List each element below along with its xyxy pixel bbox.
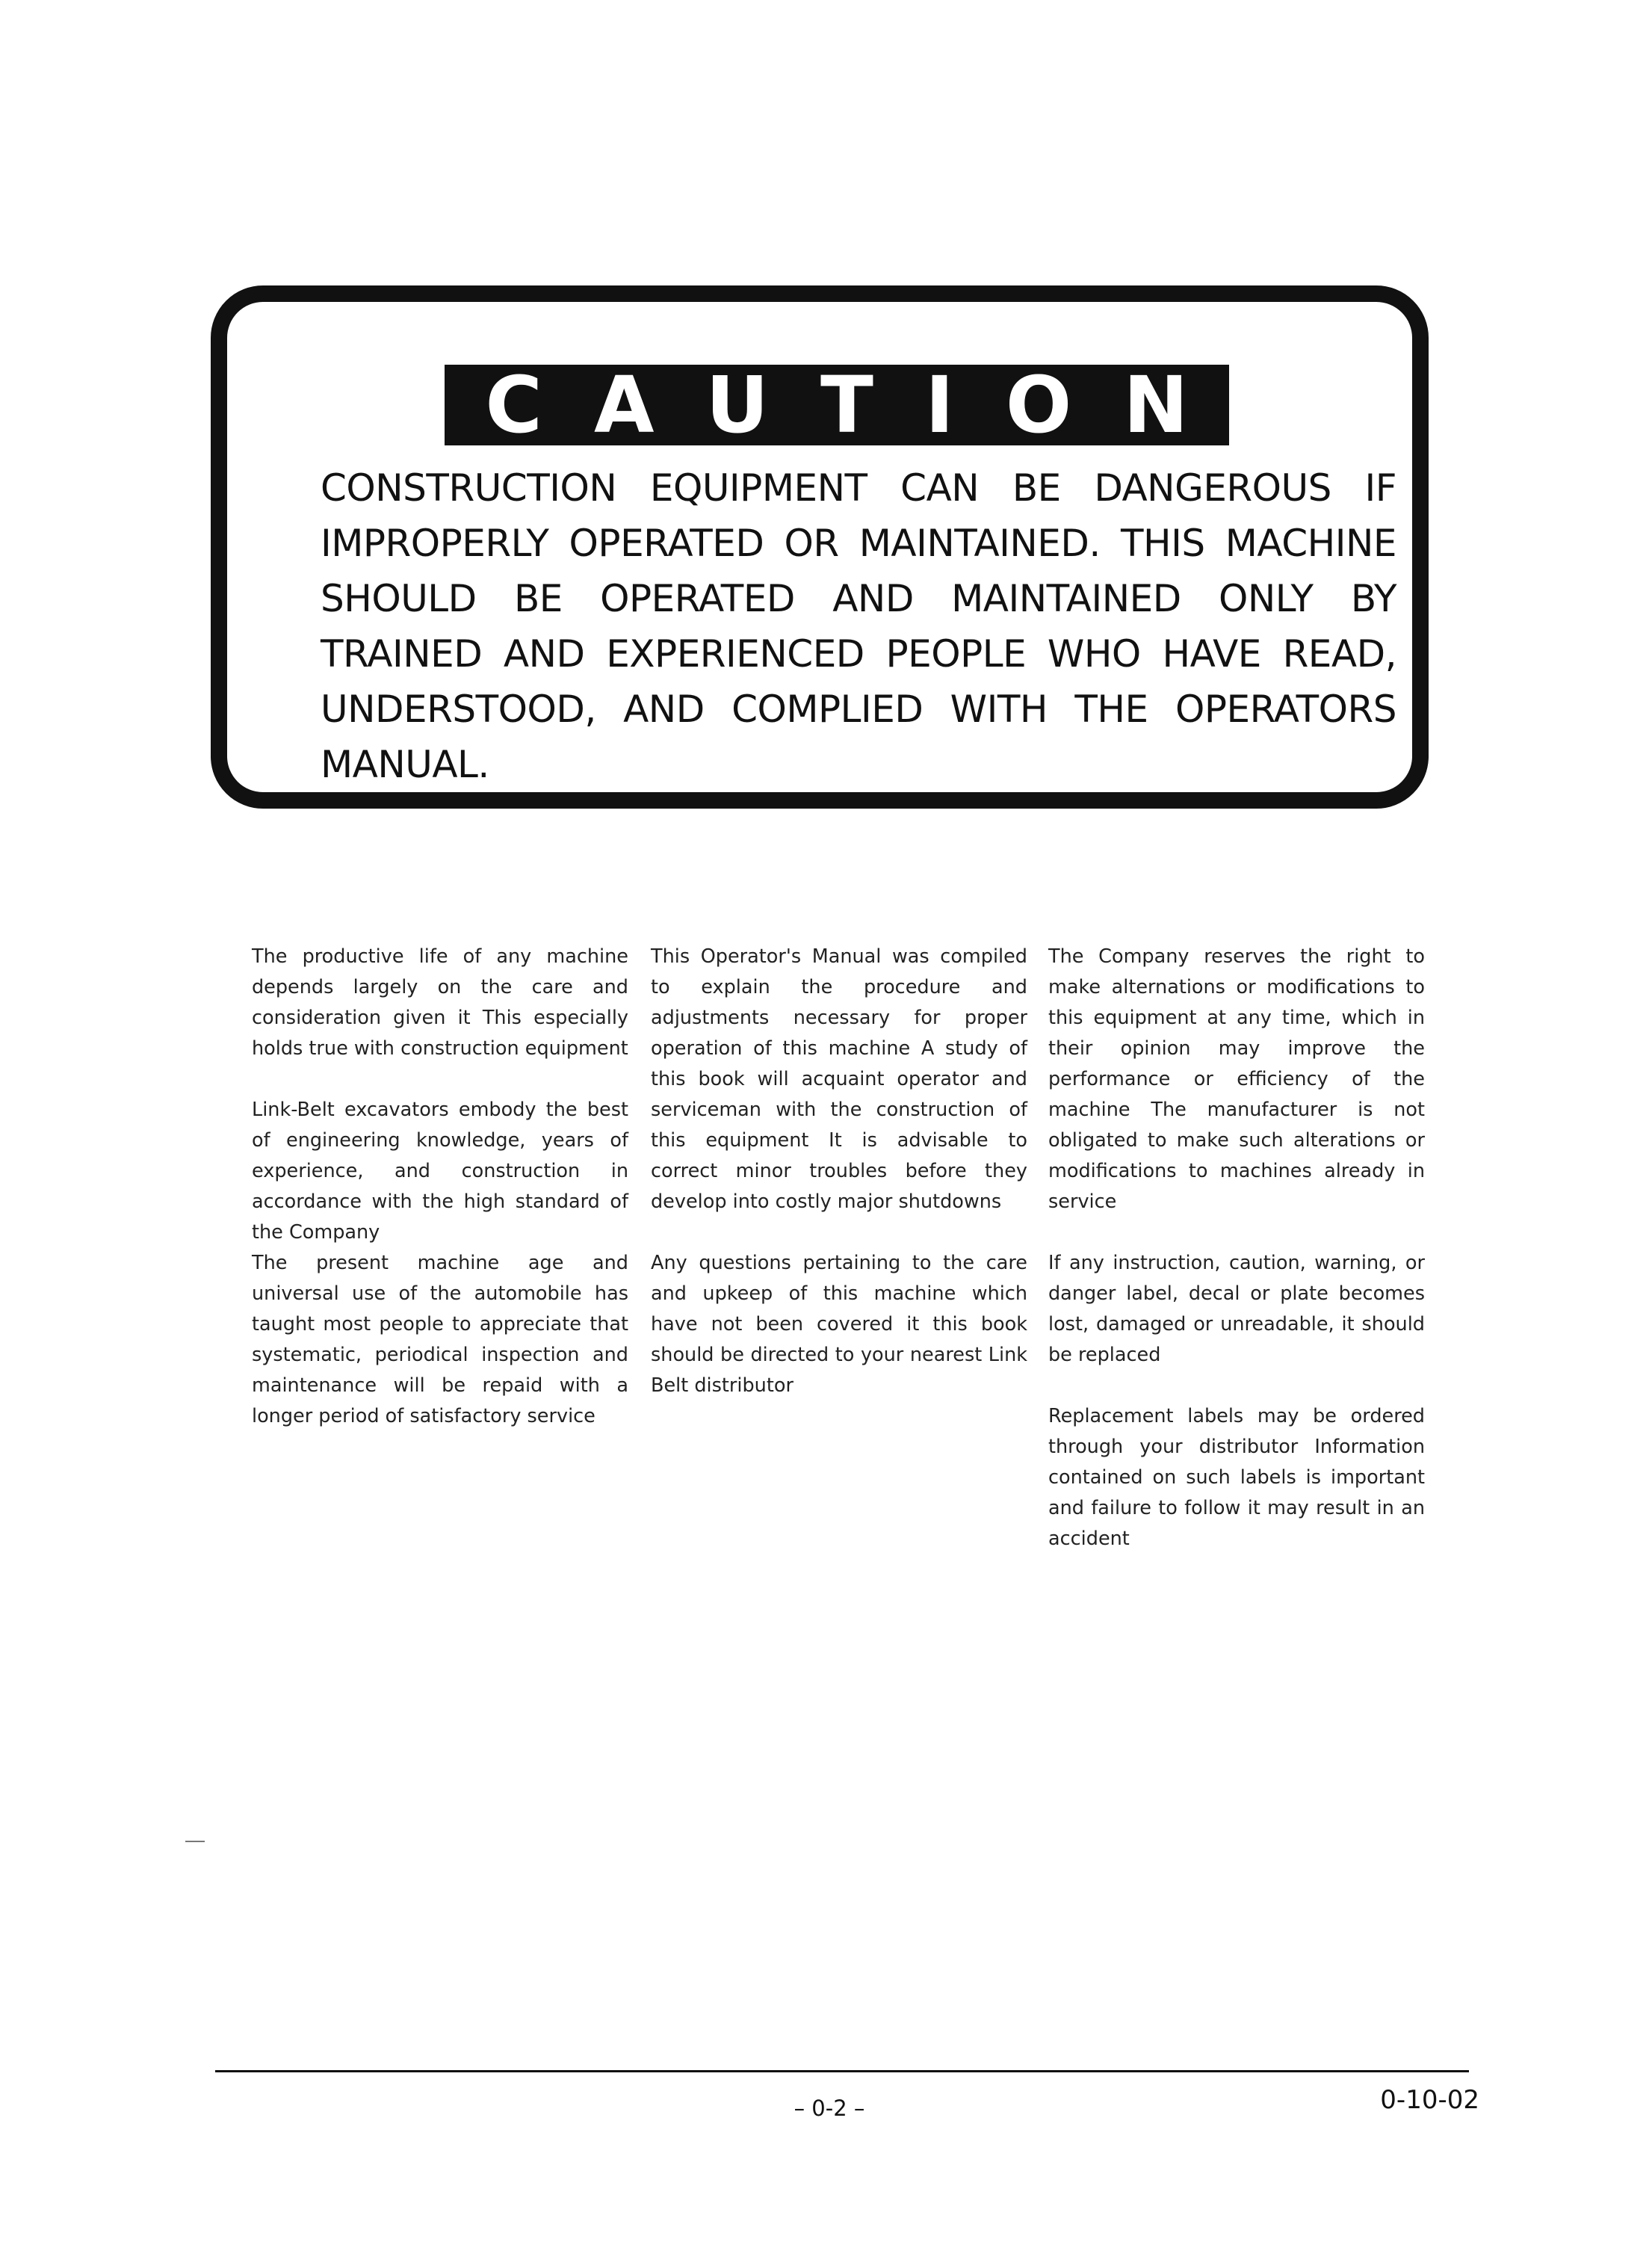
caution-banner — [445, 359, 1229, 451]
paragraph: The Company reserves the right to make alternations or modifications to this equipment at any time, which in their opinion may improve the performance or efficiency of the machine The manufacturer is not obligated to make such alterations or modifications to machines already in service — [1048, 945, 1425, 1213]
caution-letter: O — [1005, 359, 1072, 451]
caution-letter: U — [705, 359, 769, 451]
intro-column-1 — [252, 942, 628, 1463]
page-number: – 0-2 – — [793, 2096, 865, 2121]
caution-letter: I — [925, 359, 954, 451]
paragraph: Link-Belt excavators embody the best of engineering knowledge, years of experience, and construction in accordance with the high standard of the Company — [252, 1099, 628, 1244]
paragraph: If any instruction, caution, warning, or danger label, decal or plate becomes lost, damaged or unreadable, it should be replaced — [1048, 1252, 1425, 1366]
caution-warning-text: CONSTRUCTION EQUIPMENT CAN BE DANGEROUS IF IMPROPERLY OPERATED OR MAINTAINED. THIS MACHINE SHOULD BE OPERATED AND MAINTAINED ONLY BY TRAINED AND EXPERIENCED PEOPLE WHO HAVE READ, UNDERSTOOD, AND COMPLIED WITH THE OPERATORS MANUAL. — [321, 466, 1396, 786]
document-code: 0-10-02 — [1380, 2085, 1479, 2115]
paragraph: The present machine age and universal use of the automobile has taught most people to appreciate that systematic, periodical inspection and maintenance will be repaid with a longer period of satisfactory service — [252, 1252, 628, 1427]
caution-letter: C — [485, 359, 542, 451]
caution-letter: A — [593, 359, 655, 451]
intro-column-2 — [651, 942, 1027, 1432]
paragraph: The productive life of any machine depends largely on the care and consideration given it This especially holds true with construction equipment — [252, 945, 628, 1060]
paragraph: This Operator's Manual was compiled to explain the procedure and adjustments necessary for proper operation of this machine A study of this book will acquaint operator and serviceman with the construction of this equipment It is advisable to correct minor troubles before they develop into costly major shutdowns — [651, 945, 1027, 1213]
paragraph: Any questions pertaining to the care and upkeep of this machine which have not been covered it this book should be directed to your nearest Link Belt distributor — [651, 1252, 1027, 1397]
intro-column-3 — [1048, 942, 1425, 1585]
paragraph: Replacement labels may be ordered through your distributor Information contained on such labels is important and failure to follow it may result in an accident — [1048, 1405, 1425, 1550]
caution-letter: T — [820, 359, 873, 451]
scan-mark — [185, 1841, 205, 1842]
caution-panel — [211, 285, 1429, 809]
caution-letter: N — [1123, 359, 1189, 451]
footer-divider — [215, 2070, 1469, 2072]
